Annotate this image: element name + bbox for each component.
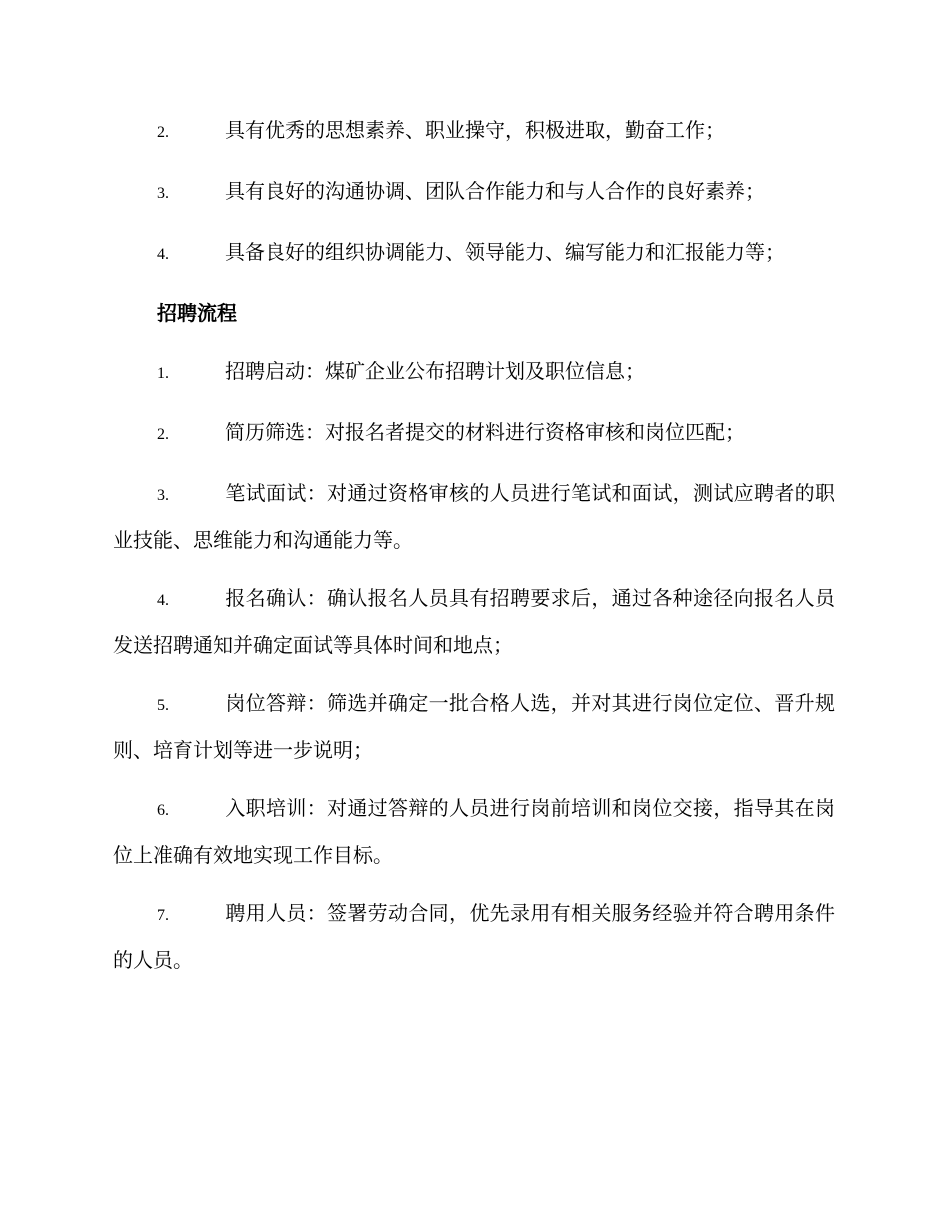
item-number: 2.: [157, 124, 169, 141]
document-body: [113, 108, 835, 996]
qualification-item: [113, 230, 835, 277]
item-number: 4.: [157, 246, 169, 263]
item-number: 4.: [157, 592, 169, 609]
item-text: 具有优秀的思想素养、职业操守，积极进取，勤奋工作；: [225, 118, 725, 142]
item-number: 1.: [157, 365, 169, 382]
qualification-item: [113, 108, 835, 155]
process-item: [113, 891, 835, 982]
item-number: 5.: [157, 697, 169, 714]
item-number: 6.: [157, 802, 169, 819]
process-item: [113, 349, 835, 396]
item-text: 岗位答辩：筛选并确定一批合格人选，并对其进行岗位定位、晋升规则、培育计划等进一步说明；: [113, 691, 835, 762]
item-text: 具有良好的沟通协调、团队合作能力和与人合作的良好素养；: [225, 179, 765, 203]
item-text: 报名确认：确认报名人员具有招聘要求后，通过各种途径向报名人员发送招聘通知并确定面试等具体时间和地点；: [113, 586, 835, 657]
item-text: 聘用人员：签署劳动合同，优先录用有相关服务经验并符合聘用条件的人员。: [113, 901, 835, 972]
section-heading: 招聘流程: [157, 301, 237, 325]
item-number: 2.: [157, 426, 169, 443]
process-item: [113, 471, 835, 562]
item-text: 简历筛选：对报名者提交的材料进行资格审核和岗位匹配；: [225, 420, 745, 444]
item-text: 招聘启动：煤矿企业公布招聘计划及职位信息；: [225, 359, 645, 383]
item-text: 笔试面试：对通过资格审核的人员进行笔试和面试，测试应聘者的职业技能、思维能力和沟通能力等。: [113, 481, 835, 552]
item-number: 3.: [157, 185, 169, 202]
process-item: [113, 576, 835, 667]
process-item: [113, 786, 835, 877]
item-number: 7.: [157, 907, 169, 924]
item-number: 3.: [157, 487, 169, 504]
item-text: 具备良好的组织协调能力、领导能力、编写能力和汇报能力等；: [225, 240, 785, 264]
item-text: 入职培训：对通过答辩的人员进行岗前培训和岗位交接，指导其在岗位上准确有效地实现工作目标。: [113, 796, 835, 867]
process-item: [113, 681, 835, 772]
process-item: [113, 410, 835, 457]
qualification-item: [113, 169, 835, 216]
